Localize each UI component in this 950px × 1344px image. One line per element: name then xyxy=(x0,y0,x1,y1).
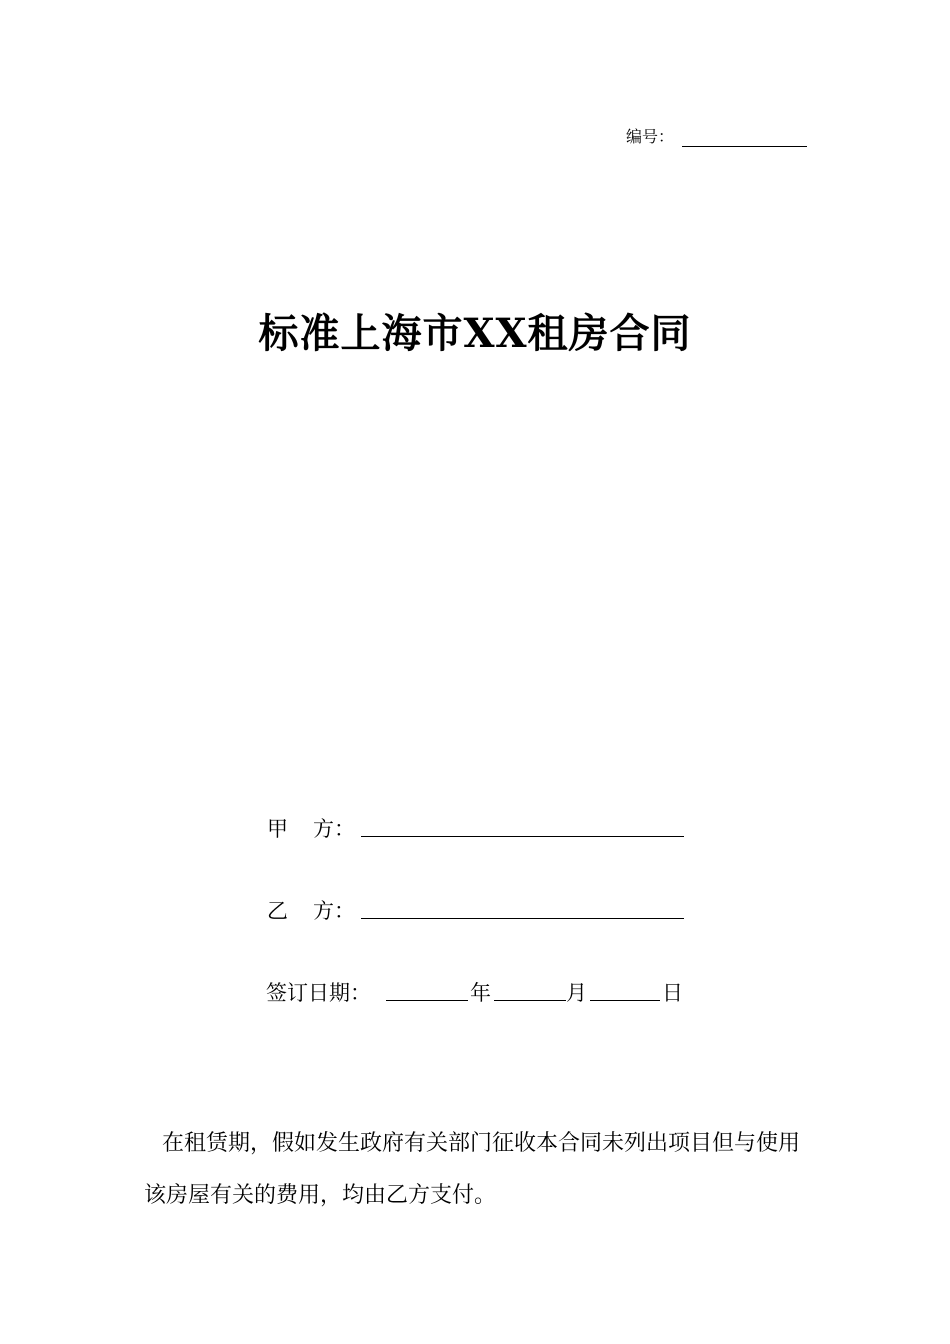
party-b-label-suffix: 方： xyxy=(313,899,355,923)
party-b-blank xyxy=(361,918,684,919)
day-blank xyxy=(590,1000,660,1001)
party-a-label: 甲 xyxy=(267,817,288,841)
party-a-label-suffix: 方： xyxy=(313,817,355,841)
contract-clause: 在租赁期，假如发生政府有关部门征收本合同未列出项目但与使用该房屋有关的费用，均由乙方支付。 xyxy=(144,1131,801,1208)
party-b-label: 乙 xyxy=(267,899,288,923)
party-a-blank xyxy=(361,836,684,837)
year-unit: 年 xyxy=(470,981,491,1005)
serial-number-blank xyxy=(682,146,807,147)
year-blank xyxy=(386,1000,468,1001)
day-unit: 日 xyxy=(662,981,683,1005)
serial-number-label: 编号： xyxy=(626,127,675,146)
month-unit: 月 xyxy=(566,981,587,1005)
month-blank xyxy=(494,1000,566,1001)
signing-date-label: 签订日期： xyxy=(266,981,371,1005)
contract-title: 标准上海市XX租房合同 xyxy=(258,310,692,357)
